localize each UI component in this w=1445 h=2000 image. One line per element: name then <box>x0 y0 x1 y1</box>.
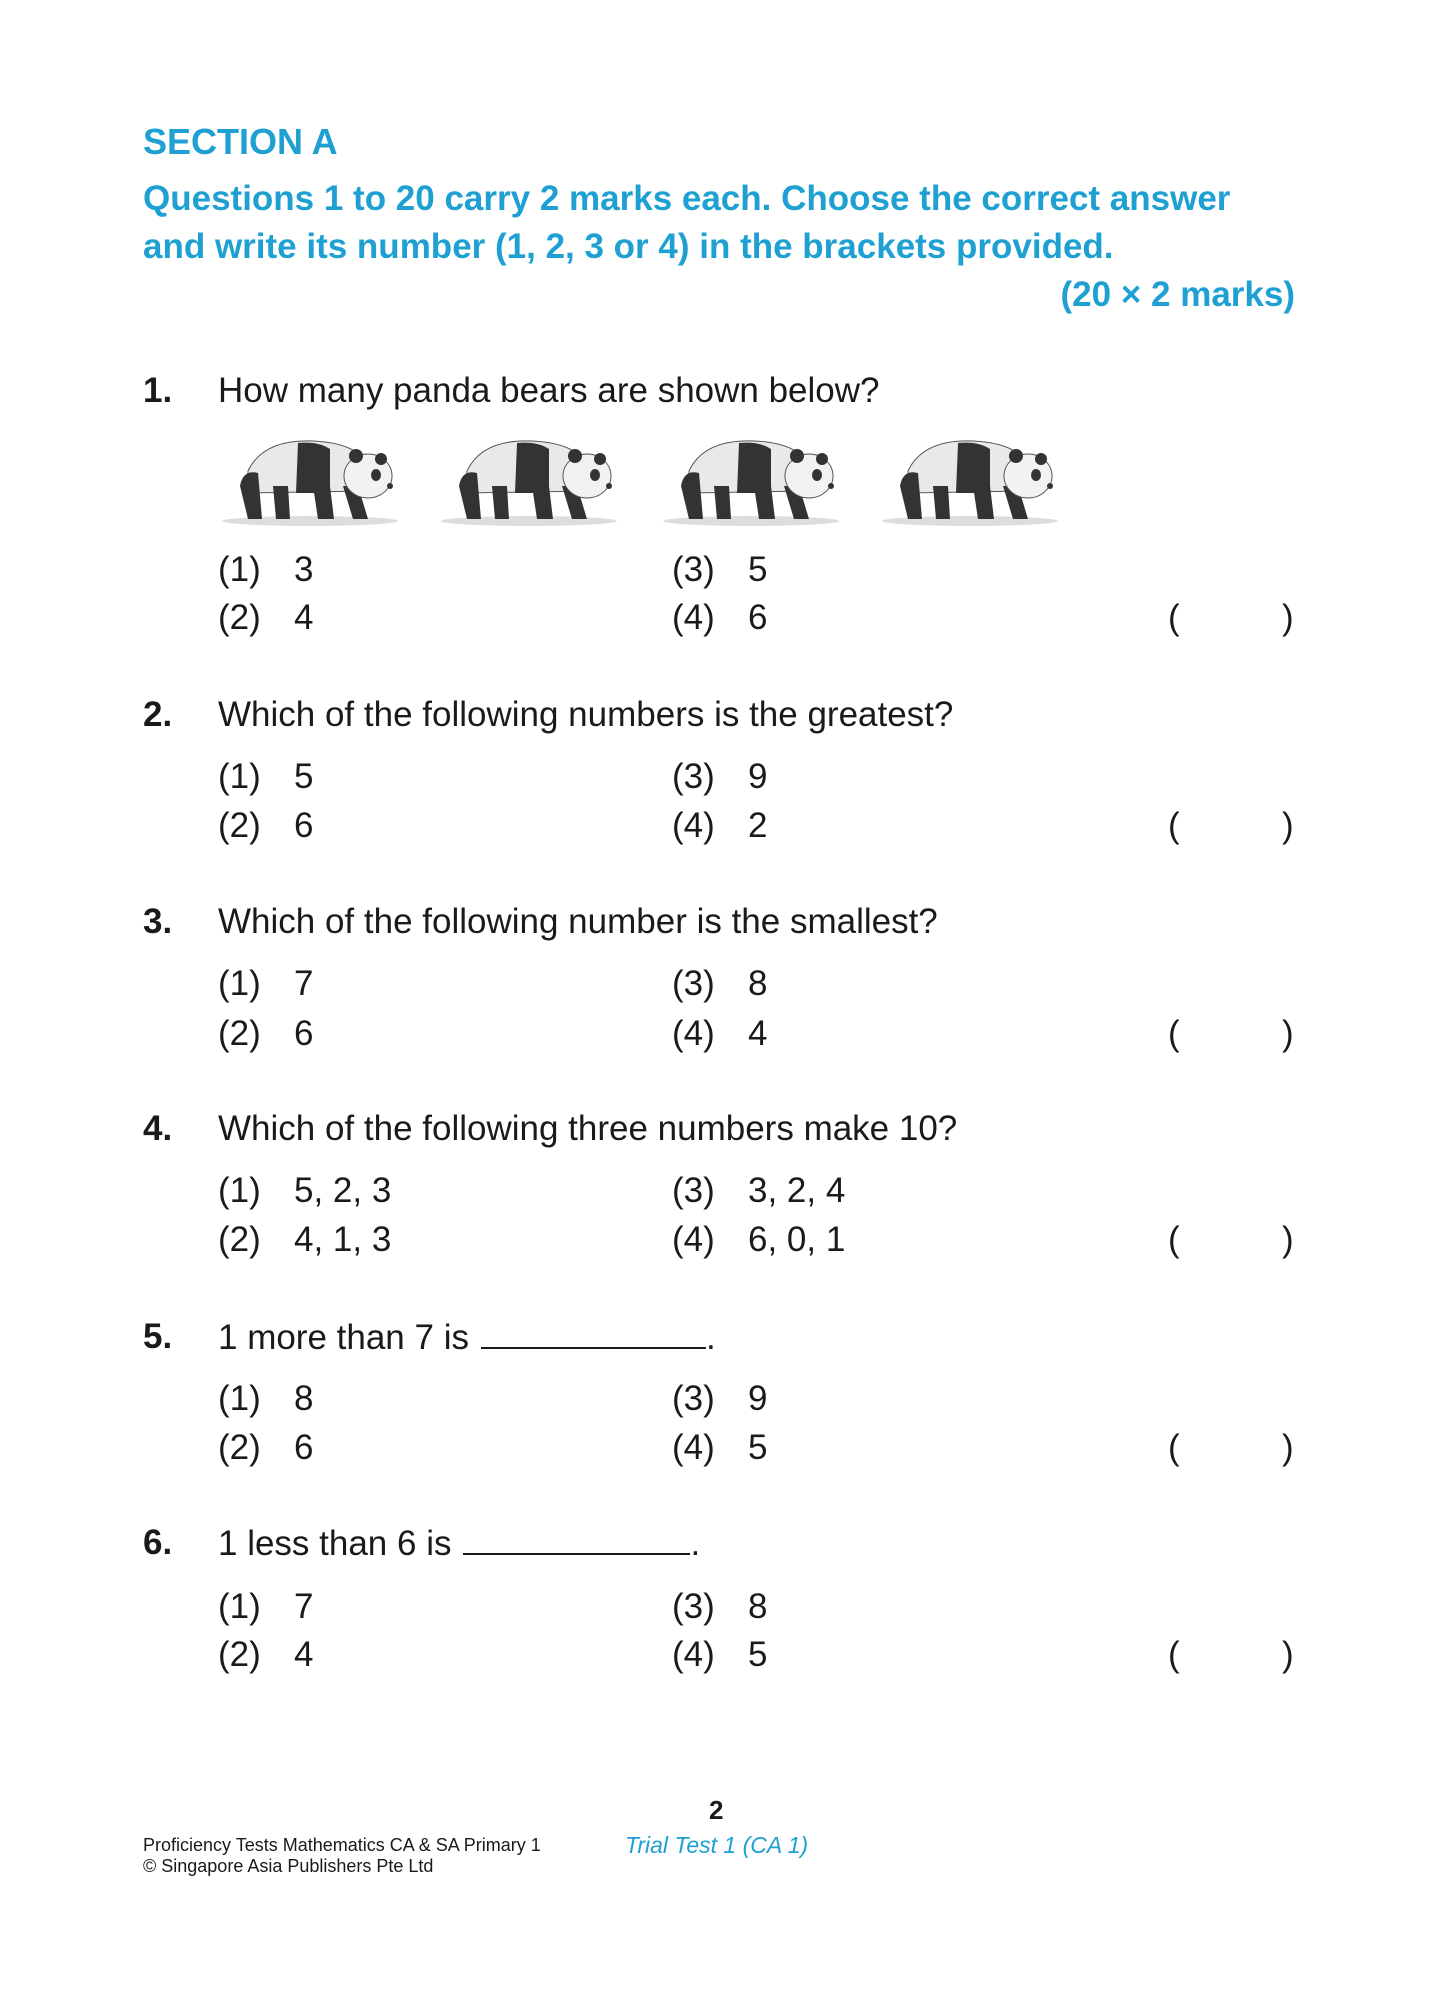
option-value: 6 <box>294 806 314 845</box>
option-label: (1) <box>218 1171 261 1210</box>
answer-bracket-open[interactable]: ( <box>1168 598 1180 637</box>
option-value: 5 <box>294 757 314 796</box>
panda-icon <box>218 431 400 527</box>
option-value: 4 <box>748 1014 768 1053</box>
option-value: 5 <box>748 550 768 589</box>
option-value: 5 <box>748 1635 768 1674</box>
panda-icon <box>437 431 619 527</box>
question-text-content: Which of the following numbers is the greatest? <box>218 695 954 734</box>
option-value: 4 <box>294 598 314 637</box>
answer-bracket-close[interactable]: ) <box>1282 598 1294 637</box>
option-value: 8 <box>294 1379 314 1418</box>
answer-bracket-open[interactable]: ( <box>1168 1635 1180 1674</box>
option-value: 9 <box>748 1379 768 1418</box>
question-text-content: 1 less than 6 is <box>218 1524 452 1563</box>
answer-bracket-close[interactable]: ) <box>1282 1220 1294 1259</box>
option-label: (1) <box>218 757 261 796</box>
answer-bracket-close[interactable]: ) <box>1282 806 1294 845</box>
question-text <box>218 1109 957 1149</box>
option-label: (3) <box>672 1171 715 1210</box>
option-label: (1) <box>218 964 261 1003</box>
option-value: 5 <box>748 1428 768 1467</box>
option-label: (1) <box>218 1379 261 1418</box>
option-label: (4) <box>672 1014 715 1053</box>
instructions-line-2: and write its number (1, 2, 3 or 4) in the brackets provided. <box>143 227 1114 266</box>
option-label: (3) <box>672 757 715 796</box>
option-label: (4) <box>672 1220 715 1259</box>
option-value: 8 <box>748 964 768 1003</box>
option-value: 6 <box>294 1428 314 1467</box>
question-text-end: . <box>705 1318 716 1357</box>
option-label: (4) <box>672 1428 715 1467</box>
book-title: Proficiency Tests Mathematics CA & SA Primary 1 <box>143 1835 541 1855</box>
option-label: (4) <box>672 1635 715 1674</box>
option-value: 6 <box>748 598 768 637</box>
option-value: 4, 1, 3 <box>294 1220 392 1259</box>
answer-bracket-close[interactable]: ) <box>1282 1635 1294 1674</box>
option-label: (2) <box>218 1014 261 1053</box>
option-value: 7 <box>294 964 314 1003</box>
question-number: 4. <box>143 1109 173 1148</box>
answer-bracket-open[interactable]: ( <box>1168 806 1180 845</box>
option-label: (2) <box>218 1635 261 1674</box>
answer-bracket-open[interactable]: ( <box>1168 1014 1180 1053</box>
panda-icon <box>659 431 841 527</box>
option-label: (2) <box>218 806 261 845</box>
option-label: (3) <box>672 1379 715 1418</box>
option-label: (2) <box>218 1428 261 1467</box>
option-label: (3) <box>672 964 715 1003</box>
option-label: (4) <box>672 598 715 637</box>
answer-blank <box>463 1523 690 1555</box>
option-label: (1) <box>218 550 261 589</box>
answer-blank <box>481 1317 706 1349</box>
question-text-content: How many panda bears are shown below? <box>218 371 880 410</box>
option-label: (2) <box>218 1220 261 1259</box>
option-value: 5, 2, 3 <box>294 1171 392 1210</box>
question-text-end: . <box>690 1524 701 1563</box>
question-text-content: Which of the following number is the smallest? <box>218 902 938 941</box>
option-label: (2) <box>218 598 261 637</box>
panda-icon <box>878 431 1060 527</box>
question-text <box>218 371 880 411</box>
section-title: SECTION A <box>143 121 338 162</box>
question-text <box>218 695 953 735</box>
question-number: 3. <box>143 902 173 941</box>
question-text <box>218 1523 700 1564</box>
marks-total: (20 × 2 marks) <box>1060 275 1295 314</box>
option-label: (3) <box>672 550 715 589</box>
option-value: 8 <box>748 1587 768 1626</box>
option-value: 7 <box>294 1587 314 1626</box>
question-number: 5. <box>143 1317 173 1356</box>
question-text <box>218 902 938 942</box>
test-name: Trial Test 1 (CA 1) <box>625 1832 809 1858</box>
question-number: 2. <box>143 695 173 734</box>
answer-bracket-close[interactable]: ) <box>1282 1014 1294 1053</box>
copyright: © Singapore Asia Publishers Pte Ltd <box>143 1856 434 1876</box>
option-label: (3) <box>672 1587 715 1626</box>
page-number: 2 <box>709 1795 724 1825</box>
option-value: 2 <box>748 806 768 845</box>
answer-bracket-close[interactable]: ) <box>1282 1428 1294 1467</box>
option-label: (1) <box>218 1587 261 1626</box>
option-label: (4) <box>672 806 715 845</box>
question-number: 6. <box>143 1523 173 1562</box>
question-number: 1. <box>143 371 173 410</box>
answer-bracket-open[interactable]: ( <box>1168 1220 1180 1259</box>
option-value: 9 <box>748 757 768 796</box>
question-text-content: 1 more than 7 is <box>218 1318 469 1357</box>
option-value: 3, 2, 4 <box>748 1171 846 1210</box>
option-value: 6 <box>294 1014 314 1053</box>
option-value: 3 <box>294 550 314 589</box>
answer-bracket-open[interactable]: ( <box>1168 1428 1180 1467</box>
option-value: 4 <box>294 1635 314 1674</box>
instructions-line-1: Questions 1 to 20 carry 2 marks each. Choose the correct answer <box>143 179 1231 218</box>
question-text-content: Which of the following three numbers make 10? <box>218 1109 958 1148</box>
question-text <box>218 1317 716 1358</box>
option-value: 6, 0, 1 <box>748 1220 846 1259</box>
